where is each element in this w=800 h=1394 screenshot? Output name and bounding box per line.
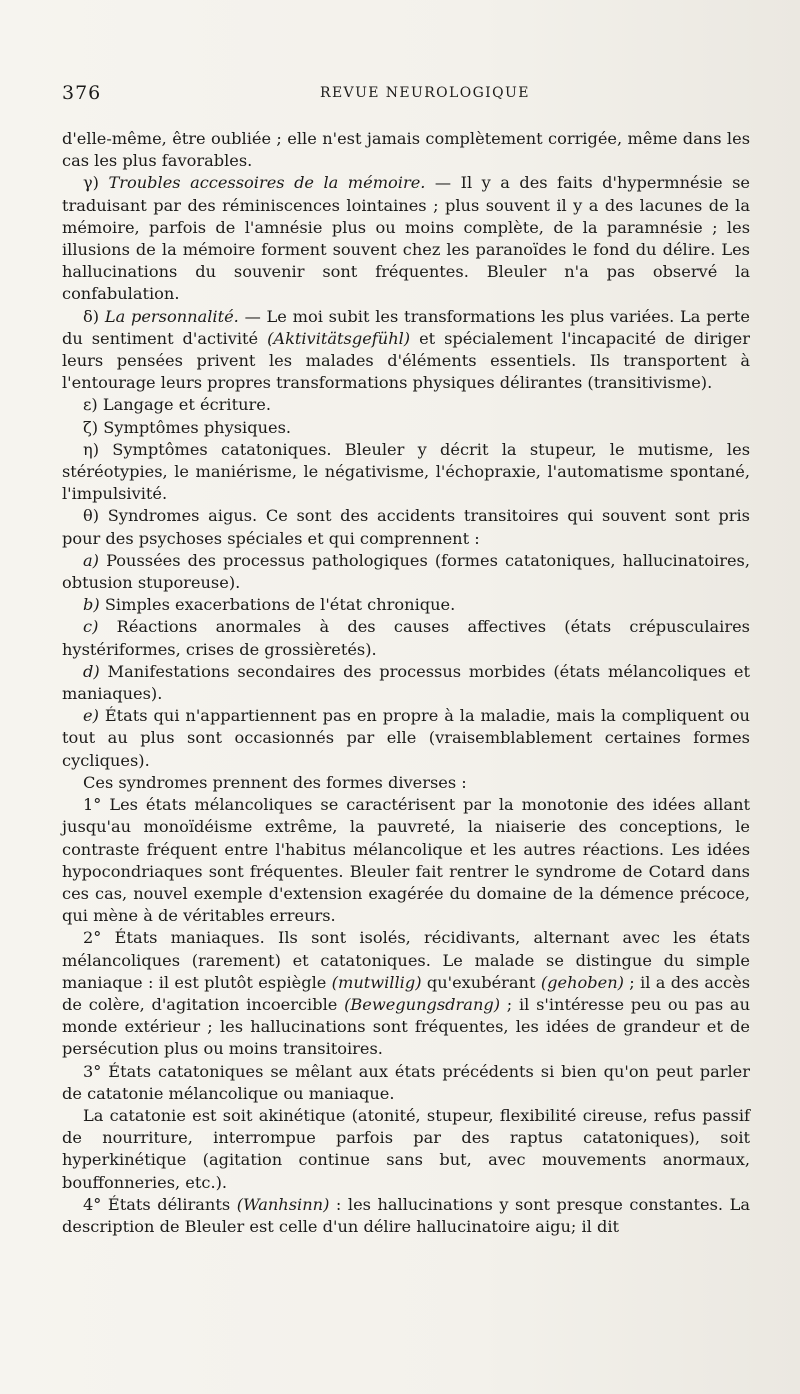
- text-run: 2° États maniaques. Ils sont isolés, récidivants, alternant avec les états mélancoliques (rarement) et catatoniques. Le malade se distingue du simple maniaque : il est plutôt espiègle: [62, 928, 750, 992]
- text-run: 1° Les états mélancoliques se caractérisent par la monotonie des idées allant jusqu'au monoïdéisme extrême, la pauvreté, la niaiserie des conceptions, le contraste fréquent entre l'habitus mélancolique et les autres réactions. Les idées hypocondriaques sont fréquentes. Bleuler fait rentrer le syndrome de Cotard dans ces cas, nouvel exemple d'extension exagérée du domaine de la démence précoce, qui mène à de véritables erreurs.: [62, 795, 750, 926]
- paragraph: [62, 794, 750, 927]
- italic-text: (Wanhsinn): [236, 1194, 330, 1214]
- paragraph: [62, 1105, 750, 1194]
- text-run: qu'exubérant: [421, 972, 541, 992]
- text-run: η) Symptômes catatoniques. Bleuler y décrit la stupeur, le mutisme, les stéréotypies, le maniérisme, le négativisme, l'échopraxie, l'automatisme spontané, l'impulsivité.: [62, 439, 750, 504]
- paragraph: [62, 1061, 750, 1105]
- paragraph: [62, 772, 750, 794]
- paragraph: [62, 550, 750, 594]
- text-run: δ): [83, 306, 105, 326]
- paragraph: [62, 594, 750, 616]
- italic-text: (Aktivitätsgefühl): [267, 328, 411, 348]
- italic-text: e): [83, 706, 99, 726]
- text-run: et spécialement l'incapacité de diriger leurs pensées privent les malades d'éléments essentiels. Ils transportent à l'entourage leurs propres transformations physiques délirantes (transitivisme).: [62, 328, 751, 393]
- text-run: — Le moi subit les transformations les plus variées. La perte du sentiment d'activité: [62, 306, 750, 348]
- text-run: θ) Syndromes aigus. Ce sont des accidents transitoires qui souvent sont pris pour des psychoses spéciales et qui comprennent :: [62, 506, 750, 548]
- paragraph: [62, 394, 750, 416]
- italic-text: d): [83, 661, 100, 681]
- paragraph: [62, 616, 750, 660]
- italic-text: (gehoben): [540, 972, 624, 992]
- text-run: 4° États délirants: [83, 1194, 237, 1214]
- text-run: La catatonie est soit akinétique (atonité, stupeur, flexibilité cireuse, refus passif de nourriture, interrompue parfois par des raptus catatoniques), soit hyperkinétique (agitation continue sans but, avec mouvements anormaux, bouffonneries, etc.).: [62, 1105, 750, 1192]
- text-run: ε) Langage et écriture.: [83, 395, 271, 415]
- text-run: — Il y a des faits d'hypermnésie se traduisant par des réminiscences lointaines ; plus souvent il y a des lacunes de la mémoire, parfois de l'amnésie plus ou moins complète, de la paramnésie ; les illusions de la mémoire forment souvent chez les paranoïdes le fond du délire. Les hallucinations du souvenir sont fréquentes. Bleuler n'a pas observé la confabulation.: [62, 173, 750, 304]
- page-number: 376: [62, 82, 102, 104]
- italic-text: (Bewegungsdrang): [344, 994, 501, 1014]
- running-head: REVUE NEUROLOGIQUE: [320, 85, 530, 101]
- paragraph: [62, 417, 750, 439]
- text-run: : les hallucinations y sont presque constantes. La description de Bleuler est celle d'un délire hallucinatoire aigu; il dit: [62, 1194, 750, 1236]
- italic-text: La personnalité.: [104, 306, 239, 326]
- italic-text: a): [83, 550, 99, 570]
- paragraph: [62, 172, 750, 305]
- paragraph: [62, 927, 750, 1060]
- italic-text: Troubles accessoires de la mémoire.: [108, 173, 426, 193]
- text-run: Réactions anormales à des causes affectives (états crépusculaires hystériformes, crises de grossièretés).: [62, 617, 750, 659]
- paragraph: [62, 128, 750, 172]
- italic-text: (mutwillig): [331, 972, 422, 992]
- text-run: ; il s'intéresse peu ou pas au monde extérieur ; les hallucinations sont fréquentes, les idées de grandeur et de persécution plus ou moins transitoires.: [62, 994, 750, 1059]
- italic-text: c): [83, 617, 99, 637]
- text-run: ; il a des accès de colère, d'agitation incoercible: [62, 972, 750, 1014]
- paragraph: [62, 1194, 750, 1238]
- text-run: États qui n'appartiennent pas en propre à la maladie, mais la compliquent ou tout au plus sont occasionnés par elle (vraisemblablement certaines formes cycliques).: [62, 706, 750, 770]
- paragraph: [62, 306, 750, 395]
- text-run: d'elle-même, être oubliée ; elle n'est jamais complètement corrigée, même dans les cas les plus favorables.: [62, 129, 750, 171]
- paragraph: [62, 661, 750, 705]
- paragraph: [62, 505, 750, 549]
- body-text: [62, 128, 750, 1238]
- text-run: ζ) Symptômes physiques.: [83, 417, 292, 437]
- text-run: Ces syndromes prennent des formes diverses :: [83, 772, 467, 792]
- page-header: [62, 82, 746, 112]
- text-run: 3° États catatoniques se mêlant aux états précédents si bien qu'on peut parler de catatonie mélancolique ou maniaque.: [62, 1061, 750, 1103]
- text-run: γ): [83, 173, 109, 193]
- italic-text: b): [83, 595, 100, 615]
- paragraph: [62, 439, 750, 506]
- text-run: Manifestations secondaires des processus morbides (états mélancoliques et maniaques).: [62, 661, 750, 704]
- text-run: Simples exacerbations de l'état chronique.: [99, 595, 456, 615]
- text-run: Poussées des processus pathologiques (formes catatoniques, hallucinatoires, obtusion stuporeuse).: [62, 550, 750, 593]
- paragraph: [62, 705, 750, 772]
